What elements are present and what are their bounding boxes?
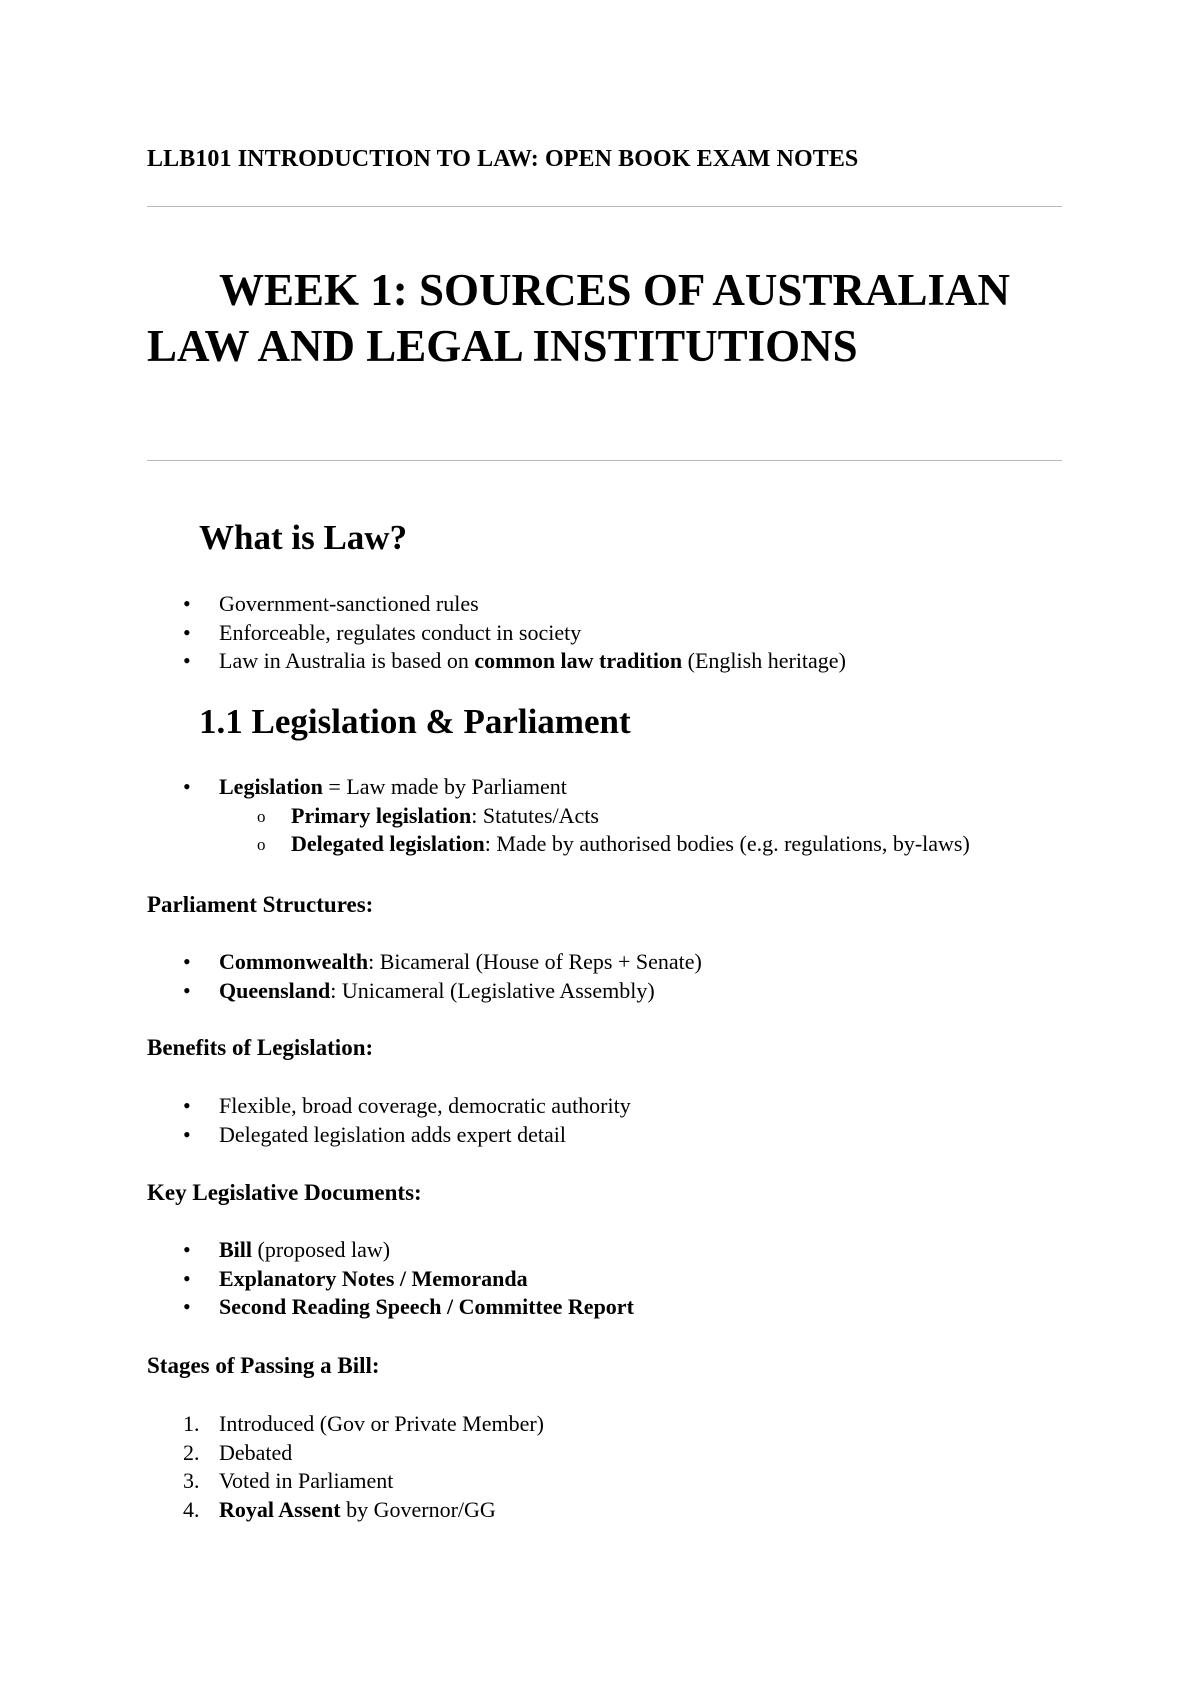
list-item-text: Introduced (Gov or Private Member) [219,1411,545,1436]
list-item-text: Flexible, broad coverage, democratic authority [219,1093,631,1118]
week-title [147,262,1047,374]
horizontal-rule [147,460,1062,461]
what-is-law-heading: What is Law? [199,518,408,557]
list-item-text: : Statutes/Acts [471,802,599,828]
list-item-text: Voted in Parliament [219,1468,394,1494]
list-item [147,977,702,1006]
horizontal-rule [147,206,1062,207]
list-number: 1. [183,1411,200,1436]
list-item-text: : Made by authorised bodies (e.g. regulations, by-laws) [484,831,970,857]
list-item [147,1293,634,1322]
legislation-list [147,773,970,859]
document-title: LLB101 INTRODUCTION TO LAW: OPEN BOOK EXAM NOTES [147,146,859,172]
list-item-text: Government-sanctioned rules [219,591,479,616]
list-item [147,1236,634,1265]
list-number: 4. [183,1496,200,1522]
list-item-bold: Commonwealth [219,949,369,974]
list-item-text: : Bicameral (House of Reps + Senate) [368,949,702,974]
list-item [147,590,846,619]
list-item [147,1092,631,1121]
list-item-bold: Primary legislation [291,802,472,828]
key-documents-list [147,1236,634,1322]
parliament-structures-heading: Parliament Structures: [147,892,374,917]
list-item-bold: Royal Assent [219,1496,341,1522]
list-item-text: : Unicameral (Legislative Assembly) [330,977,655,1003]
list-item-text: by Governor/GG [340,1496,496,1522]
list-item-bold: Explanatory Notes / Memoranda [219,1265,528,1291]
list-item-text: Debated [219,1439,293,1465]
list-item-text: = Law made by Parliament [322,774,567,799]
stages-list [147,1410,544,1524]
sub-list-item [147,802,970,831]
what-is-law-list [147,590,846,676]
list-item [147,948,702,977]
key-documents-heading: Key Legislative Documents: [147,1180,422,1205]
sub-list-item [147,830,970,859]
parliament-structures-list [147,948,702,1005]
list-number: 3. [183,1468,200,1494]
list-item [147,773,970,802]
benefits-list [147,1092,631,1149]
list-item-text: Law in Australia is based on [219,648,475,674]
list-item-text: (English heritage) [682,648,846,674]
list-item-bold: Queensland [219,977,331,1003]
list-item-bold: Legislation [219,774,323,799]
list-item-bold: common law tradition [474,648,683,674]
list-item-bold: Delegated legislation [291,831,485,857]
list-number: 2. [183,1439,200,1465]
list-item [147,1439,544,1468]
list-item [147,647,846,676]
list-item-text: Enforceable, regulates conduct in society [219,619,582,645]
list-item [147,1496,544,1525]
week-title-text: WEEK 1: SOURCES OF AUSTRALIAN LAW AND LEGAL INSTITUTIONS [147,265,1010,371]
legislation-heading: 1.1 Legislation & Parliament [199,702,631,741]
list-item [147,1410,544,1439]
list-item [147,1265,634,1294]
stages-heading: Stages of Passing a Bill: [147,1353,380,1378]
list-item-bold: Bill [219,1237,253,1262]
list-item [147,1121,631,1150]
list-item-bold: Second Reading Speech / Committee Report [219,1294,634,1320]
list-item-text: Delegated legislation adds expert detail [219,1121,566,1147]
list-item-text: (proposed law) [252,1237,391,1262]
list-item [147,1467,544,1496]
benefits-heading: Benefits of Legislation: [147,1035,374,1060]
list-item [147,619,846,648]
